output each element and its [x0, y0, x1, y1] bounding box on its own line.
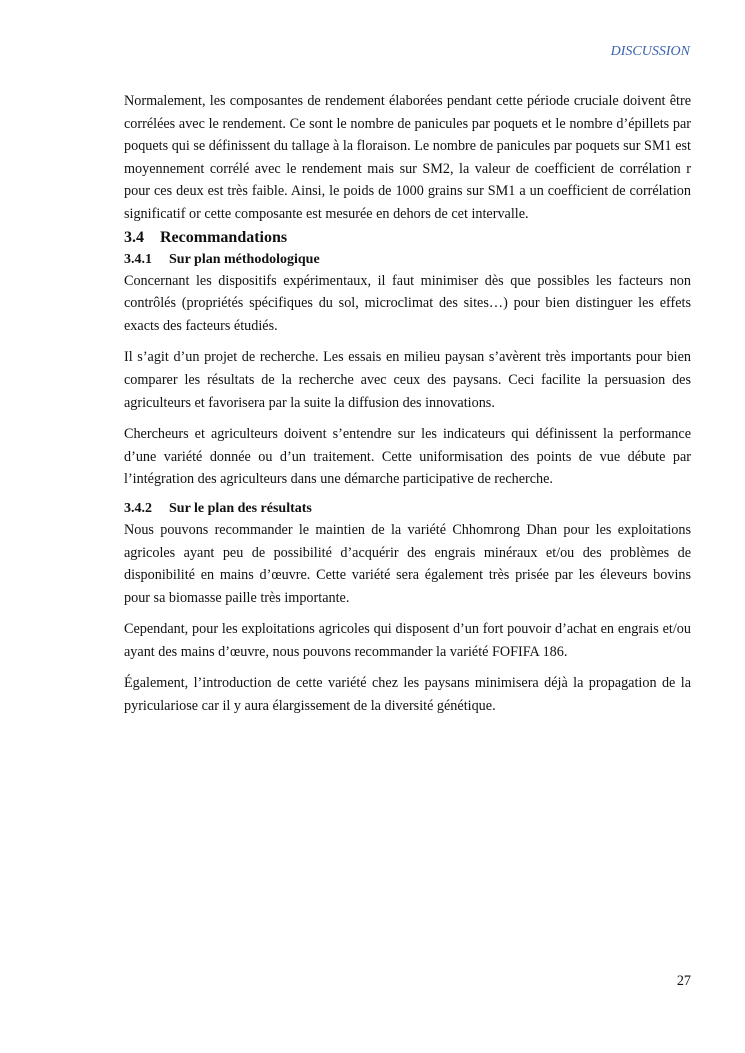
paragraph: Chercheurs et agriculteurs doivent s’entendre sur les indicateurs qui définissent la performance d’une variété donnée ou d’un traitement. Cette uniformisation des points de vue débute par l’intégration des agriculteurs dans une démarche participative de recherche.: [124, 426, 691, 488]
subsection-heading: [124, 250, 691, 270]
subsection-number: 3.4.2: [124, 500, 152, 516]
page-body: [124, 90, 691, 718]
paragraph: Il s’agit d’un projet de recherche. Les essais en milieu paysan s’avèrent très importants pour bien comparer les résultats de la recherche avec ceux des paysans. Ceci facilite la persuasion des agriculteurs et favorisera par la suite la diffusion des innovations.: [124, 349, 691, 411]
paragraph: Cependant, pour les exploitations agricoles qui disposent d’un fort pouvoir d’achat en engrais et/ou ayant des mains d’œuvre, nous pouvons recommander la variété FOFIFA 186.: [124, 621, 691, 660]
subsection-title: Sur plan méthodologique: [169, 251, 320, 267]
section-heading: [124, 226, 691, 250]
subsection-heading: [124, 499, 691, 519]
intro-paragraph: Normalement, les composantes de rendement élaborées pendant cette période cruciale doivent être corrélées avec le rendement. Ce sont le nombre de panicules par poquets et le nombre d’épillets par poquets qui se définissent du tallage à la floraison. Le nombre de panicules par poquets sur SM1 est moyennement corrélé avec le rendement mais sur SM2, la valeur de coefficient de corrélation r pour ces deux est très faible. Ainsi, le poids de 1000 grains sur SM1 a un coefficient de corrélation significatif or cette composante est mesurée en dehors de cet intervalle.: [124, 93, 691, 222]
section-number: 3.4: [124, 228, 144, 246]
subsection-title: Sur le plan des résultats: [169, 500, 312, 516]
paragraph: Également, l’introduction de cette variété chez les paysans minimisera déjà la propagation de la pyriculariose car il y aura élargissement de la diversité génétique.: [124, 675, 691, 715]
section-title: Recommandations: [160, 228, 288, 246]
subsection-number: 3.4.1: [124, 251, 152, 267]
running-header: DISCUSSION: [610, 44, 690, 59]
page-number: 27: [676, 973, 691, 989]
paragraph: Nous pouvons recommander le maintien de la variété Chhomrong Dhan pour les exploitations agricoles ayant peu de possibilité d’acquérir des engrais minéraux et/ou des problèmes de disponibilité en mains d’œuvre. Cette variété sera également très prisée par les éleveurs bovins pour sa biomasse paille très importante.: [124, 521, 691, 606]
paragraph: Concernant les dispositifs expérimentaux, il faut minimiser dès que possibles les facteurs non contrôlés (propriétés spécifiques du sol, microclimat des sites…) pour bien distinguer les effets exacts des facteurs étudiés.: [124, 272, 691, 334]
